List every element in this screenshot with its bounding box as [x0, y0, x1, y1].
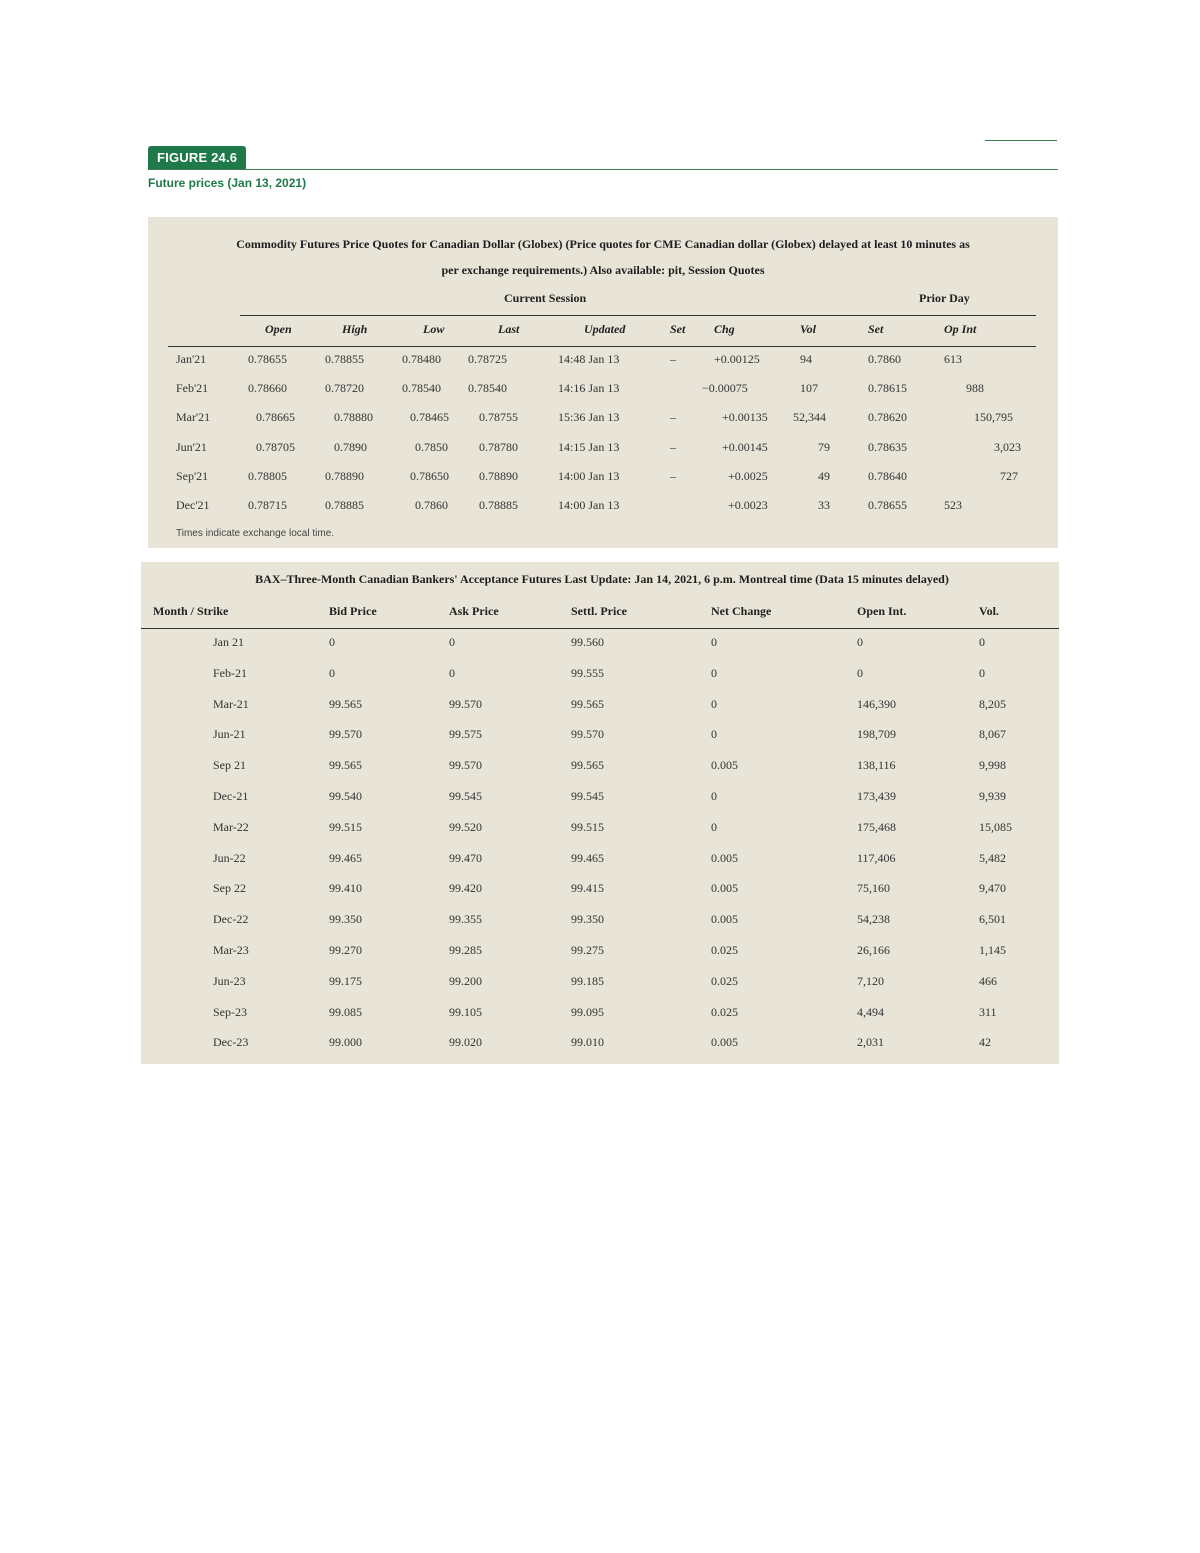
table2-cell: 99.185	[571, 973, 604, 988]
table1-cell: 14:48 Jan 13	[558, 352, 620, 366]
table2-row-month: Mar-21	[213, 696, 249, 711]
table2-cell: 0	[329, 635, 335, 649]
table1-cell: 150,795	[974, 410, 1013, 425]
table2-cell: 99.565	[329, 758, 362, 773]
table1-header-rule	[168, 346, 1036, 347]
table2-row-month: Dec-23	[213, 1035, 249, 1050]
table1-cell: 0.78885	[325, 498, 364, 512]
table2-cell: 99.175	[329, 973, 362, 988]
table1-cell: 14:00 Jan 13	[558, 498, 620, 512]
table2-cell: 99.415	[571, 881, 604, 896]
table2-cell: 0	[449, 635, 455, 649]
table2-cell: 0	[711, 727, 717, 742]
table2-cell: 9,939	[979, 789, 1006, 803]
table2-cell: 99.020	[449, 1035, 482, 1050]
table1-cell: 3,023	[994, 439, 1021, 454]
table2-cell: 99.095	[571, 1004, 604, 1019]
table1-cell: 0.7860	[868, 352, 901, 366]
table2-cell: 0	[711, 635, 717, 649]
table1-cell: 79	[818, 439, 830, 454]
table2-cell: 99.540	[329, 789, 362, 803]
table1-cell: 0.7860	[415, 498, 448, 512]
table1-cell: 523	[944, 498, 962, 512]
table2-cell: 99.010	[571, 1035, 604, 1050]
table1-cell: 0.7890	[334, 439, 367, 454]
table1-cell: 0.78805	[248, 468, 287, 483]
table2-cell: 75,160	[857, 881, 890, 896]
table2-cell: 99.545	[571, 789, 604, 803]
table2-cell: 99.520	[449, 819, 482, 834]
table1-title-line1: Commodity Futures Price Quotes for Canadian Dollar (Globex) (Price quotes for CME Canadian dollar (Globex) delayed at least 10 minutes as	[236, 237, 970, 251]
table2-cell: 0	[857, 635, 863, 649]
table2-cell: 99.085	[329, 1004, 362, 1019]
table2-cell: 175,468	[857, 819, 896, 834]
table1-cell: 0.78880	[334, 410, 373, 425]
table2-cell: 117,406	[857, 850, 896, 865]
table1-cell: 94	[800, 352, 812, 366]
table1-cell: 52,344	[793, 410, 826, 425]
table1-cell: 0.78655	[868, 498, 907, 512]
table1-col-header: High	[342, 322, 368, 336]
table1-col-header: Low	[423, 322, 445, 336]
table2-cell: 1,145	[979, 943, 1006, 957]
table2-row-month: Jun-22	[213, 850, 246, 865]
table1-cell: 14:00 Jan 13	[558, 468, 620, 483]
table2-cell: 0	[979, 665, 985, 680]
table2-cell: 0.005	[711, 758, 738, 773]
table2-row-month: Dec-22	[213, 912, 249, 927]
table2-cell: 99.270	[329, 943, 362, 957]
table2-cell: 173,439	[857, 789, 896, 803]
table2-cell: 99.570	[329, 727, 362, 742]
table2-cell: 4,494	[857, 1004, 884, 1019]
table1-cell: –	[670, 410, 676, 425]
table1-title-line2: per exchange requirements.) Also available: pit, Session Quotes	[441, 263, 765, 277]
table2-col-header: Net Change	[711, 604, 772, 618]
figure-caption: Future prices (Jan 13, 2021)	[148, 176, 307, 190]
table2-row-month: Sep-23	[213, 1004, 247, 1019]
table1-cell: −0.00075	[702, 381, 748, 396]
table2-row-month: Sep 22	[213, 881, 246, 896]
table1-cell: 0.78480	[402, 352, 441, 366]
table2-cell: 8,205	[979, 696, 1006, 711]
table1-cell: +0.0025	[728, 468, 768, 483]
table2-cell: 7,120	[857, 973, 884, 988]
table2-cell: 99.350	[329, 912, 362, 927]
table2-col-header: Settl. Price	[571, 604, 627, 618]
table2-cell: 99.105	[449, 1004, 482, 1019]
table2-cell: 0	[979, 635, 985, 649]
table2-cell: 198,709	[857, 727, 896, 742]
table2-col-header: Ask Price	[449, 604, 499, 618]
table2-cell: 26,166	[857, 943, 890, 957]
table1-cell: 0.78720	[325, 381, 364, 396]
table1-cell: 988	[966, 381, 984, 396]
table2-cell: 138,116	[857, 758, 896, 773]
table1-col-header: Chg	[714, 322, 735, 336]
table1-row-month: Jan'21	[176, 352, 207, 366]
figure-label: FIGURE 24.6	[148, 146, 246, 169]
table2-cell: 99.515	[571, 819, 604, 834]
table2-col-header: Vol.	[979, 604, 999, 618]
table2-cell: 99.565	[571, 696, 604, 711]
current-session-header: Current Session	[504, 291, 587, 305]
table2-cell: 99.200	[449, 973, 482, 988]
table1-row-month: Sep'21	[176, 468, 209, 483]
table2-cell: 466	[979, 973, 997, 988]
table1-cell: 0.78540	[402, 381, 441, 396]
table2-cell: 8,067	[979, 727, 1006, 742]
table2-cell: 0	[711, 696, 717, 711]
table2-cell: 99.465	[571, 850, 604, 865]
table2-cell: 0	[711, 665, 717, 680]
table2-cell: 99.000	[329, 1035, 362, 1050]
table1-note: Times indicate exchange local time.	[176, 528, 335, 539]
table1-cell: +0.00145	[722, 439, 768, 454]
table2-cell: 99.515	[329, 819, 362, 834]
table1-cell: 0.78665	[256, 410, 295, 425]
table1-col-header: Set	[868, 322, 884, 336]
table2-row-month: Mar-23	[213, 943, 249, 957]
table1-col-header: Vol	[800, 322, 817, 336]
table1-cell: 0.78715	[248, 498, 287, 512]
table1-group-rule	[240, 315, 1036, 316]
table2-header-rule	[141, 628, 1059, 629]
table2-col-header: Open Int.	[857, 604, 907, 618]
table1-cell: 107	[800, 381, 818, 396]
table1-cell: 0.78540	[468, 381, 507, 396]
table2-cell: 0.005	[711, 850, 738, 865]
table2-cell: 311	[979, 1004, 997, 1019]
table1-cell: 0.78855	[325, 352, 364, 366]
table2-cell: 99.565	[571, 758, 604, 773]
table2-cell: 99.410	[329, 881, 362, 896]
table2-col-header: Month / Strike	[153, 604, 229, 618]
table2-cell: 146,390	[857, 696, 896, 711]
table1-row-month: Feb'21	[176, 381, 209, 396]
table2-cell: 99.575	[449, 727, 482, 742]
table2-cell: 99.545	[449, 789, 482, 803]
table1-cell: 0.78890	[325, 468, 364, 483]
table2-cell: 99.570	[449, 758, 482, 773]
table2-cell: 99.285	[449, 943, 482, 957]
table1-cell: 0.78890	[479, 468, 518, 483]
table2-col-header: Bid Price	[329, 604, 377, 618]
table2-title: BAX–Three-Month Canadian Bankers' Acceptance Futures Last Update: Jan 14, 2021, 6 p.m. Montreal time (Data 15 minutes delayed)	[255, 572, 949, 586]
table1-cell: 0.78725	[468, 352, 507, 366]
table2-row-month: Mar-22	[213, 819, 249, 834]
table2-cell: 0.025	[711, 1004, 738, 1019]
table1-cell: 0.78635	[868, 439, 907, 454]
table2-cell: 99.275	[571, 943, 604, 957]
table1-cell: 14:16 Jan 13	[558, 381, 620, 396]
table2-cell: 99.420	[449, 881, 482, 896]
table2-cell: 42	[979, 1035, 991, 1050]
table1-cell: –	[670, 352, 676, 366]
table2-row-month: Feb-21	[213, 665, 247, 680]
table1-col-header: Set	[670, 322, 686, 336]
table2-cell: 99.350	[571, 912, 604, 927]
table2-row-month: Jan 21	[213, 635, 244, 649]
table1-cell: 727	[1000, 468, 1018, 483]
table1-col-header: Last	[498, 322, 520, 336]
table2-cell: 99.570	[571, 727, 604, 742]
table2-cell: 99.570	[449, 696, 482, 711]
table1-row-month: Jun'21	[176, 439, 207, 454]
table1-cell: –	[670, 439, 676, 454]
table2-cell: 99.465	[329, 850, 362, 865]
table2-cell: 0	[449, 665, 455, 680]
table1-cell: 0.78885	[479, 498, 518, 512]
table1-cell: 14:15 Jan 13	[558, 439, 620, 454]
table2-row-month: Jun-21	[213, 727, 246, 742]
table1-col-header: Updated	[584, 322, 626, 336]
table2-cell: 54,238	[857, 912, 890, 927]
table2-row-month: Dec-21	[213, 789, 249, 803]
table2-cell: 9,998	[979, 758, 1006, 773]
table1-cell: +0.00125	[714, 352, 760, 366]
table1-cell: +0.0023	[728, 498, 768, 512]
table2-cell: 99.470	[449, 850, 482, 865]
table1-cell: 0.78660	[248, 381, 287, 396]
table1-cell: +0.00135	[722, 410, 768, 425]
table1-cell: 0.78650	[410, 468, 449, 483]
table2-cell: 99.555	[571, 665, 604, 680]
table1-cell: 15:36 Jan 13	[558, 410, 620, 425]
table2-cell: 0.005	[711, 881, 738, 896]
table2-cell: 9,470	[979, 881, 1006, 896]
table1-cell: 0.78755	[479, 410, 518, 425]
table2-cell: 99.355	[449, 912, 482, 927]
table1-col-header: Open	[265, 322, 292, 336]
table2-cell: 0.005	[711, 1035, 738, 1050]
table2-cell: 99.560	[571, 635, 604, 649]
table2-cell: 15,085	[979, 819, 1012, 834]
table2-cell: 0.025	[711, 943, 738, 957]
table1-cell: 0.7850	[415, 439, 448, 454]
table1-row-month: Mar'21	[176, 410, 211, 425]
table1-cell: 0.78615	[868, 381, 907, 396]
table1-col-header: Op Int	[944, 322, 977, 336]
table2-cell: 0	[711, 819, 717, 834]
table1-cell: 49	[818, 468, 830, 483]
table2-cell: 5,482	[979, 850, 1006, 865]
table1-cell: 0.78620	[868, 410, 907, 425]
table2-cell: 0	[329, 665, 335, 680]
table2-cell: 6,501	[979, 912, 1006, 927]
prior-day-header: Prior Day	[919, 291, 970, 305]
table1-cell: 0.78705	[256, 439, 295, 454]
table1-cell: 613	[944, 352, 962, 366]
table2-cell: 0.005	[711, 912, 738, 927]
canadian-dollar-futures-panel	[148, 217, 1058, 548]
table2-cell: 0.025	[711, 973, 738, 988]
table1-row-month: Dec'21	[176, 498, 210, 512]
table1-cell: –	[670, 468, 676, 483]
figure-rule	[148, 169, 1058, 170]
table1-cell: 0.78655	[248, 352, 287, 366]
table2-row-month: Sep 21	[213, 758, 246, 773]
table2-cell: 0	[857, 665, 863, 680]
bax-futures-panel	[141, 562, 1059, 1064]
table2-cell: 99.565	[329, 696, 362, 711]
table2-row-month: Jun-23	[213, 973, 246, 988]
table1-cell: 0.78465	[410, 410, 449, 425]
table2-cell: 0	[711, 789, 717, 803]
top-rule	[985, 140, 1057, 141]
table1-cell: 0.78640	[868, 468, 907, 483]
table1-cell: 0.78780	[479, 439, 518, 454]
table2-cell: 2,031	[857, 1035, 884, 1050]
table1-cell: 33	[818, 498, 830, 512]
